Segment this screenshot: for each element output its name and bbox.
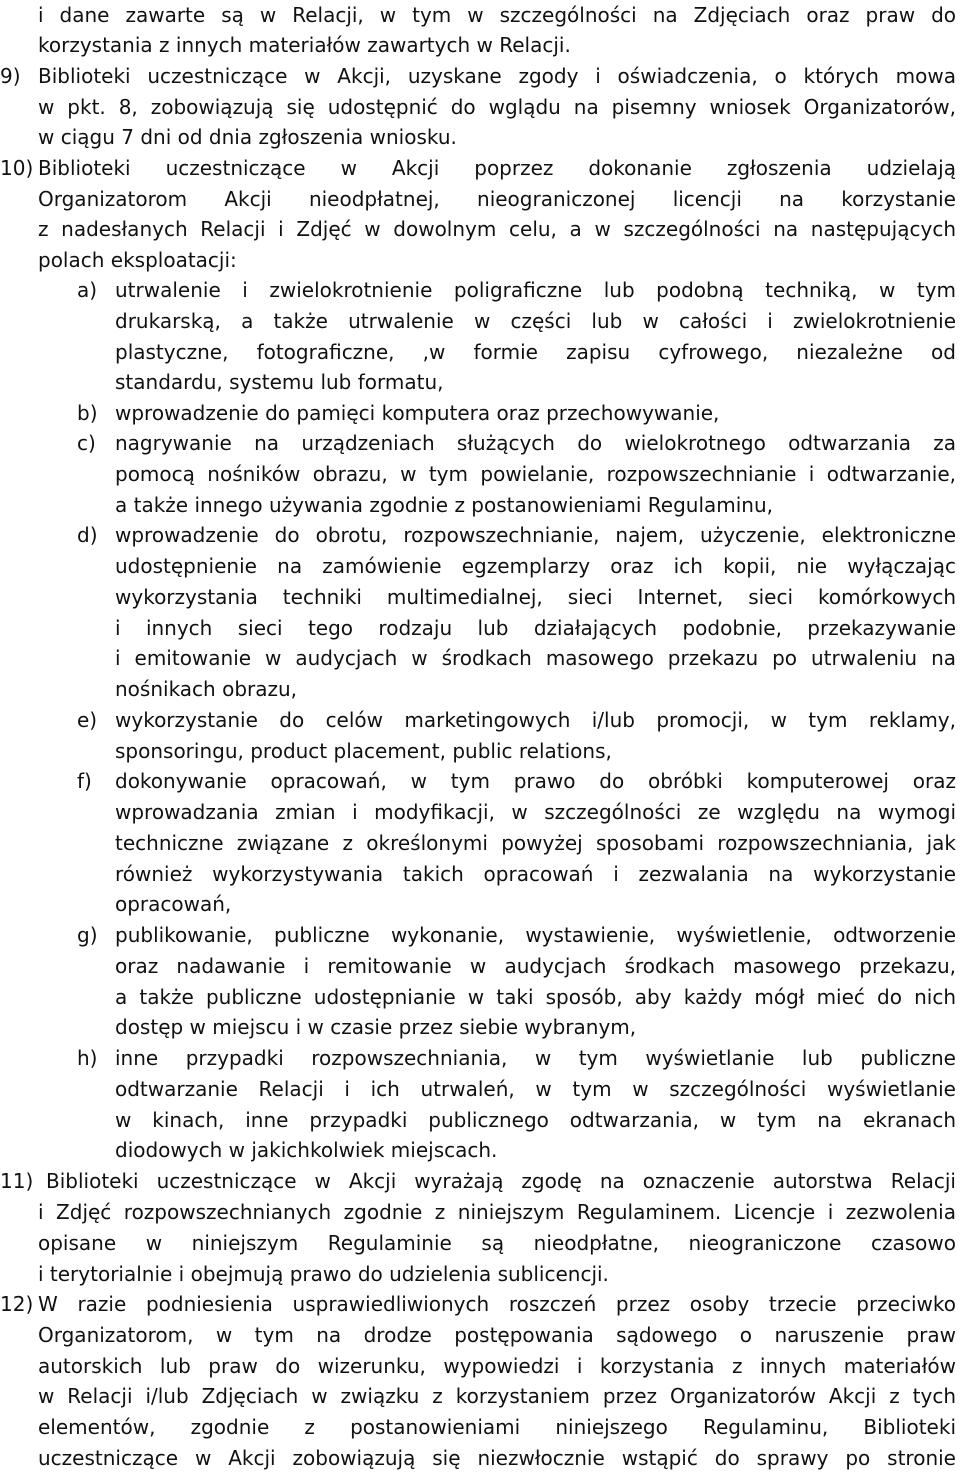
subitem-a-line: drukarską, a także utrwalenie w części lub w całości i zwielokrotnienie xyxy=(115,309,956,333)
item-12-line: autorskich lub praw do wizerunku, wypowiedzi i korzystania z innych materiałów xyxy=(38,1354,956,1378)
subitem-d-label: d) xyxy=(77,523,98,547)
subitem-a-label: a) xyxy=(77,278,98,302)
subitem-f-line: dokonywanie opracowań, w tym prawo do obróbki komputerowej oraz xyxy=(115,769,956,793)
subitem-f-line: wprowadzania zmian i modyfikacji, w szczególności ze względu na wymogi xyxy=(115,800,956,824)
subitem-d-line: i emitowanie w audycjach w środkach masowego przekazu po utrwaleniu na xyxy=(115,646,956,670)
subitem-g-line: oraz nadawanie i remitowanie w audycjach środkach masowego przekazu, xyxy=(115,954,956,978)
item-12-label: 12) xyxy=(0,1292,34,1316)
item-12-line: elementów, zgodnie z postanowieniami niniejszego Regulaminu, Biblioteki xyxy=(38,1415,956,1439)
item-9-label: 9) xyxy=(0,64,21,88)
subitem-a-line: standardu, systemu lub formatu, xyxy=(115,370,444,394)
item-11-line: i terytorialnie i obejmują prawo do udzielenia sublicencji. xyxy=(38,1262,609,1286)
subitem-a-line: utrwalenie i zwielokrotnienie poligraficzne lub podobną techniką, w tym xyxy=(115,278,956,302)
item-9-line: Biblioteki uczestniczące w Akcji, uzyskane zgody i oświadczenia, o których mowa xyxy=(38,64,956,88)
subitem-f-line: również wykorzystywania takich opracowań i zezwalania na wykorzystanie xyxy=(115,862,956,886)
item-11-line: i Zdjęć rozpowszechnianych zgodnie z niniejszym Regulaminem. Licencje i zezwolenia xyxy=(38,1200,956,1224)
intro-line: i dane zawarte są w Relacji, w tym w szczególności na Zdjęciach oraz praw do xyxy=(38,3,956,27)
subitem-h-line: diodowych w jakichkolwiek miejscach. xyxy=(115,1138,498,1162)
item-11-line: Biblioteki uczestniczące w Akcji wyrażają zgodę na oznaczenie autorstwa Relacji xyxy=(46,1169,956,1193)
subitem-e-line: wykorzystanie do celów marketingowych i/lub promocji, w tym reklamy, xyxy=(115,708,956,732)
subitem-f-line: opracowań, xyxy=(115,892,232,916)
subitem-h-line: odtwarzanie Relacji i ich utrwaleń, w tym w szczególności wyświetlanie xyxy=(115,1077,956,1101)
intro-line: korzystania z innych materiałów zawartych w Relacji. xyxy=(38,33,571,57)
item-12-line: w Relacji i/lub Zdjęciach w związku z korzystaniem przez Organizatorów Akcji z tych xyxy=(38,1384,956,1408)
item-11-line: opisane w niniejszym Regulaminie są nieodpłatne, nieograniczone czasowo xyxy=(38,1231,956,1255)
item-12-line: W razie podniesienia usprawiedliwionych roszczeń przez osoby trzecie przeciwko xyxy=(38,1292,956,1316)
subitem-f-line: techniczne związane z określonymi powyżej sposobami rozpowszechniania, jak xyxy=(115,831,956,855)
subitem-c-line: nagrywanie na urządzeniach służących do wielokrotnego odtwarzania za xyxy=(115,431,956,455)
subitem-h-line: w kinach, inne przypadki publicznego odtwarzania, w tym na ekranach xyxy=(115,1108,956,1132)
subitem-g-label: g) xyxy=(77,923,98,947)
subitem-h-label: h) xyxy=(77,1046,98,1070)
subitem-g-line: publikowanie, publiczne wykonanie, wystawienie, wyświetlenie, odtworzenie xyxy=(115,923,956,947)
subitem-d-line: wykorzystania techniki multimedialnej, sieci Internet, sieci komórkowych xyxy=(115,585,956,609)
subitem-d-line: wprowadzenie do obrotu, rozpowszechnianie, najem, użyczenie, elektroniczne xyxy=(115,523,956,547)
subitem-b-line: wprowadzenie do pamięci komputera oraz przechowywanie, xyxy=(115,401,720,425)
subitem-a-line: plastyczne, fotograficzne, ,w formie zapisu cyfrowego, niezależne od xyxy=(115,340,956,364)
subitem-d-line: nośnikach obrazu, xyxy=(115,677,298,701)
item-9-line: w ciągu 7 dni od dnia zgłoszenia wniosku. xyxy=(38,125,457,149)
item-11-label: 11) xyxy=(0,1169,34,1193)
subitem-c-line: a także innego używania zgodnie z postanowieniami Regulaminu, xyxy=(115,493,773,517)
subitem-c-line: pomocą nośników obrazu, w tym powielanie, rozpowszechnianie i odtwarzanie, xyxy=(115,462,956,486)
subitem-c-label: c) xyxy=(77,431,96,455)
subitem-h-line: inne przypadki rozpowszechniania, w tym wyświetlanie lub publiczne xyxy=(115,1046,956,1070)
item-12-line: Organizatorom, w tym na drodze postępowania sądowego o naruszenie praw xyxy=(38,1323,956,1347)
item-10-line: polach eksploatacji: xyxy=(38,248,237,272)
item-10-line: z nadesłanych Relacji i Zdjęć w dowolnym celu, a w szczególności na następujących xyxy=(38,217,956,241)
subitem-d-line: i innych sieci tego rodzaju lub działających podobnie, przekazywanie xyxy=(115,616,956,640)
item-10-label: 10) xyxy=(0,156,34,180)
item-9-line: w pkt. 8, zobowiązują się udostępnić do wglądu na pisemny wniosek Organizatorów, xyxy=(38,95,956,119)
subitem-e-line: sponsoringu, product placement, public relations, xyxy=(115,739,612,763)
subitem-g-line: a także publiczne udostępnianie w taki sposób, aby każdy mógł mieć do nich xyxy=(115,985,956,1009)
subitem-d-line: udostępnienie na zamówienie egzemplarzy oraz ich kopii, nie wyłączając xyxy=(115,554,956,578)
item-12-line: uczestniczące w Akcji zobowiązują się niezwłocznie wstąpić do sprawy po stronie xyxy=(38,1446,956,1470)
subitem-f-label: f) xyxy=(77,769,92,793)
item-10-line: Biblioteki uczestniczące w Akcji poprzez dokonanie zgłoszenia udzielają xyxy=(38,156,956,180)
subitem-b-label: b) xyxy=(77,401,98,425)
item-10-line: Organizatorom Akcji nieodpłatnej, nieograniczonej licencji na korzystanie xyxy=(38,187,956,211)
subitem-g-line: dostęp w miejscu i w czasie przez siebie wybranym, xyxy=(115,1015,637,1039)
subitem-e-label: e) xyxy=(77,708,98,732)
